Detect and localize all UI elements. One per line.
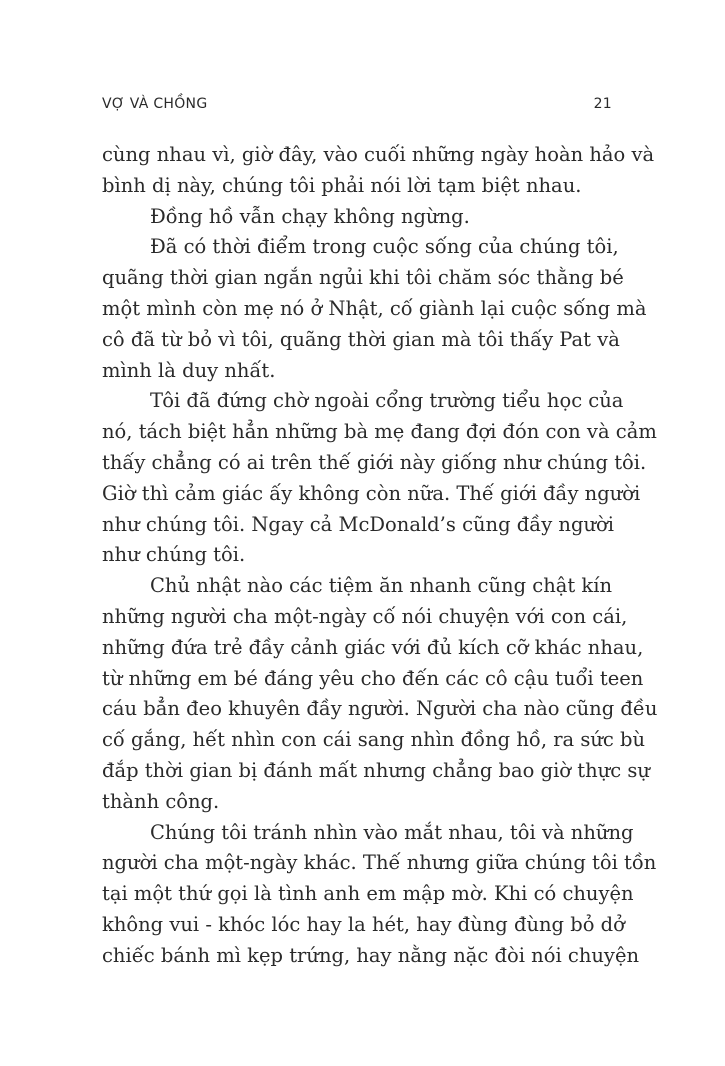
text-line: cùng nhau vì, giờ đây, vào cuối những ngày hoàn hảo và <box>102 143 655 166</box>
text-line: thấy chẳng có ai trên thế giới này giống như chúng tôi. <box>102 450 647 474</box>
paragraph <box>102 232 647 386</box>
text-line: Chủ nhật nào các tiệm ăn nhanh cũng chật kín <box>150 574 613 598</box>
running-header <box>102 96 612 112</box>
paragraph <box>102 386 657 571</box>
text-line: những đứa trẻ đầy cảnh giác với đủ kích cỡ khác nhau, <box>102 635 644 659</box>
text-line: như chúng tôi. Ngay cả McDonald’s cũng đầy người <box>102 512 615 536</box>
paragraph <box>102 202 612 233</box>
text-line: cáu bẳn đeo khuyên đầy người. Người cha nào cũng đều <box>102 697 658 721</box>
text-line: quãng thời gian ngắn ngủi khi tôi chăm sóc thằng bé <box>102 266 624 290</box>
text-line: chiếc bánh mì kẹp trứng, hay nằng nặc đòi nói chuyện <box>102 943 640 967</box>
chapter-title: VỢ VÀ CHỒNG <box>102 96 208 112</box>
paragraph <box>102 140 655 202</box>
text-line: một mình còn mẹ nó ở Nhật, cố giành lại cuộc sống mà <box>102 296 647 320</box>
text-line: Đã có thời điểm trong cuộc sống của chúng tôi, <box>150 235 619 259</box>
text-line: những người cha một-ngày cố nói chuyện với con cái, <box>102 604 628 628</box>
text-line: Giờ thì cảm giác ấy không còn nữa. Thế giới đầy người <box>102 481 641 505</box>
text-line: mình là duy nhất. <box>102 358 276 382</box>
text-line: cố gắng, hết nhìn con cái sang nhìn đồng hồ, ra sức bù <box>102 728 646 752</box>
text-line: nó, tách biệt hẳn những bà mẹ đang đợi đón con và cảm <box>102 420 657 444</box>
text-line: như chúng tôi. <box>102 543 246 567</box>
text-line: đắp thời gian bị đánh mất nhưng chẳng bao giờ thực sự <box>102 758 650 782</box>
body-text <box>102 140 658 972</box>
paragraph <box>102 571 658 817</box>
text-line: bình dị này, chúng tôi phải nói lời tạm biệt nhau. <box>102 173 582 197</box>
text-line: Chúng tôi tránh nhìn vào mắt nhau, tôi và những <box>150 820 634 844</box>
text-line: tại một thứ gọi là tình anh em mập mờ. Khi có chuyện <box>102 882 634 906</box>
paragraph <box>102 818 657 972</box>
text-line: cô đã từ bỏ vì tôi, quãng thời gian mà tôi thấy Pat và <box>102 327 620 351</box>
text-line: Tôi đã đứng chờ ngoài cổng trường tiểu học của <box>150 389 624 413</box>
text-line: không vui - khóc lóc hay la hét, hay đùng đùng bỏ dở <box>102 912 625 936</box>
text-line: từ những em bé đáng yêu cho đến các cô cậu tuổi teen <box>102 666 644 690</box>
text-line: người cha một-ngày khác. Thế nhưng giữa chúng tôi tồn <box>102 851 657 875</box>
text-line: Đồng hồ vẫn chạy không ngừng. <box>150 204 470 228</box>
page-number: 21 <box>593 96 612 112</box>
text-line: thành công. <box>102 789 220 813</box>
